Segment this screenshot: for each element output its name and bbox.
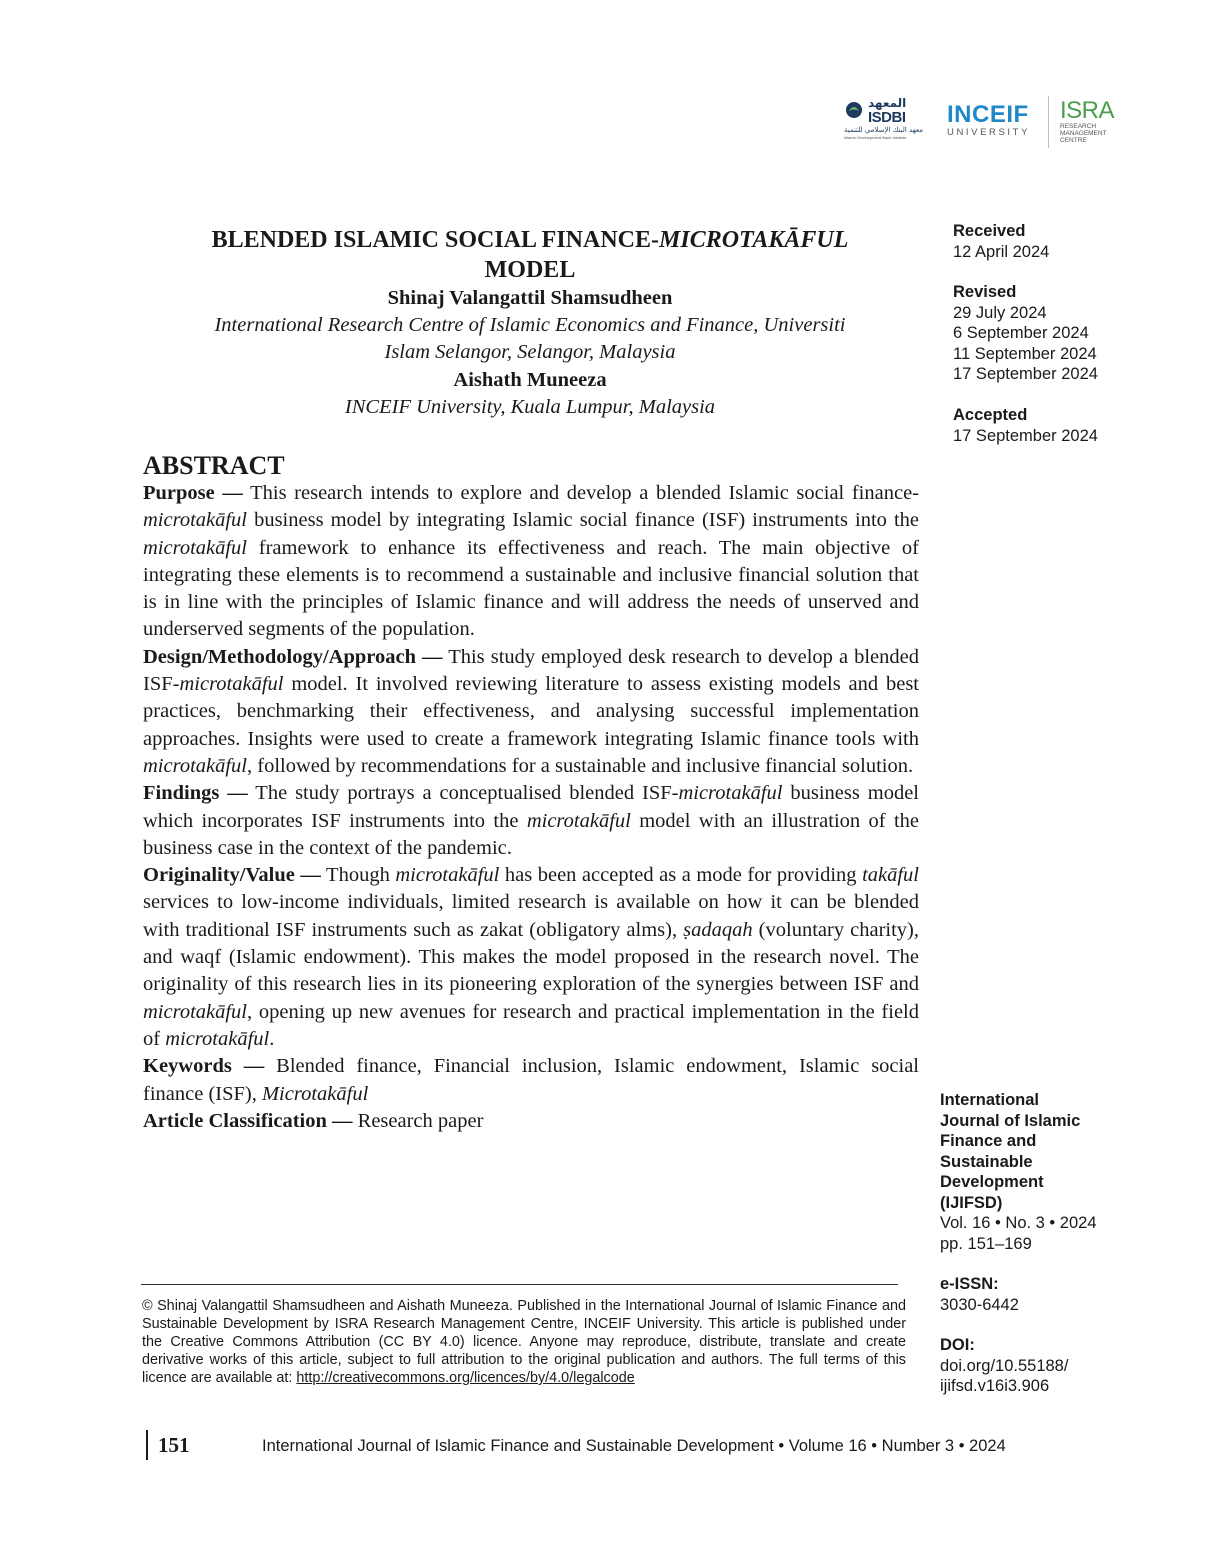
findings-label: Findings — bbox=[143, 782, 248, 805]
page-number-bar bbox=[146, 1430, 148, 1460]
classification-label: Article Classification — bbox=[143, 1109, 353, 1132]
isra-subtitle-3: CENTRE bbox=[1060, 137, 1087, 144]
purpose-paragraph bbox=[143, 480, 919, 644]
text-run: , followed by recommendations for a sustainable and inclusive financial solution. bbox=[247, 754, 914, 777]
text-run: Though bbox=[326, 864, 396, 887]
italic-term: microtakāful bbox=[165, 1027, 270, 1050]
revised-date: 29 July 2024 bbox=[953, 303, 1047, 322]
accepted-date: 17 September 2024 bbox=[953, 426, 1098, 445]
received-block bbox=[953, 221, 1153, 262]
inceif-logo bbox=[947, 103, 1030, 139]
design-paragraph bbox=[143, 644, 919, 780]
isdbi-arabic-name: المعهد bbox=[868, 96, 907, 110]
isra-logo bbox=[1060, 99, 1114, 144]
doi-value[interactable]: ijifsd.v16i3.906 bbox=[940, 1377, 1050, 1395]
isdbi-logo bbox=[838, 96, 924, 144]
author-affiliation: INCEIF University, Kuala Lumpur, Malaysia bbox=[344, 396, 716, 418]
footnote-rule bbox=[141, 1284, 898, 1285]
text-run: business model which incorporates ISF instruments into the bbox=[143, 782, 919, 832]
abstract-heading: ABSTRACT bbox=[143, 451, 285, 480]
doi-label: DOI: bbox=[940, 1336, 975, 1354]
revised-date: 11 September 2024 bbox=[953, 344, 1097, 363]
italic-term: microtakāful bbox=[143, 754, 248, 777]
classification-paragraph bbox=[143, 1108, 919, 1135]
doi-block bbox=[940, 1335, 1140, 1397]
running-footer: International Journal of Islamic Finance and Sustainable Development • Volume 16 • Number 3 • 2024 bbox=[262, 1437, 1006, 1455]
title-suffix: MODEL bbox=[484, 257, 576, 283]
findings-paragraph bbox=[143, 780, 919, 862]
italic-term: ṣadaqah bbox=[683, 918, 753, 941]
footnote-text: © Shinaj Valangattil Shamsudheen and Aishath Muneeza. Published in the International Journal of Islamic Finance and Sustainable Development by ISRA Research Management Centre, INCEIF University. This article is published under the Creative Commons Attribution (CC BY 4.0) licence. Anyone may reproduce, distribute, translate and create derivative works of this article, subject to full attribution to the original publication and authors. The full terms of this licence are available at: bbox=[142, 1298, 906, 1386]
isdbi-english-subtitle: Islamic Development Bank Institute bbox=[844, 135, 907, 140]
eissn-block bbox=[940, 1274, 1140, 1315]
isdbi-arabic-subtitle: معهد البنك الإسلامي للتنمية bbox=[844, 126, 924, 134]
italic-term: microtakāful bbox=[678, 782, 783, 805]
text-run: This study employed desk research to develop a blended ISF- bbox=[143, 645, 919, 696]
text-run: (voluntary charity), and waqf (Islamic endowment). This makes the model proposed in the research novel. The originality of this research lies in its pioneering exploration of the synergies between ISF and bbox=[143, 918, 919, 996]
text-run: The study portrays a conceptualised blended ISF- bbox=[255, 782, 679, 805]
italic-term: microtakāful bbox=[395, 864, 500, 887]
originality-label: Originality/Value — bbox=[143, 864, 321, 887]
logo-divider bbox=[1048, 96, 1049, 148]
purpose-label: Purpose — bbox=[143, 482, 243, 504]
italic-term: microtakāful bbox=[143, 536, 248, 559]
journal-name-line: International bbox=[940, 1091, 1040, 1109]
isra-subtitle-1: RESEARCH bbox=[1060, 123, 1097, 130]
design-label: Design/Methodology/Approach — bbox=[143, 645, 443, 668]
received-label: Received bbox=[953, 222, 1026, 240]
text-run: services to low-income individuals, limited research is available on how it can be blended with traditional ISF instruments such as zakat (obligatory alms), bbox=[143, 891, 919, 941]
journal-name-line: Sustainable bbox=[940, 1152, 1033, 1171]
copyright-footnote bbox=[142, 1297, 906, 1387]
inceif-subtitle: UNIVERSITY bbox=[947, 127, 1031, 138]
text-run: . bbox=[269, 1027, 275, 1050]
italic-term: Microtakāful bbox=[261, 1082, 369, 1105]
isdbi-emblem-icon bbox=[844, 100, 864, 120]
isra-subtitle-2: MANAGEMENT bbox=[1060, 130, 1107, 137]
page-number: 151 bbox=[158, 1433, 190, 1457]
accepted-label: Accepted bbox=[953, 406, 1028, 424]
title-prefix: BLENDED ISLAMIC SOCIAL FINANCE- bbox=[211, 227, 660, 253]
keywords-label: Keywords — bbox=[143, 1055, 265, 1078]
text-run: Blended finance, Financial inclusion, Islamic endowment, Islamic social finance (ISF), bbox=[143, 1055, 920, 1105]
journal-info bbox=[940, 1090, 1140, 1254]
accepted-block bbox=[953, 405, 1153, 446]
author-affiliation: Islam Selangor, Selangor, Malaysia bbox=[384, 341, 676, 363]
revised-date: 17 September 2024 bbox=[953, 365, 1098, 383]
italic-term: microtakāful bbox=[179, 673, 284, 696]
journal-volume: Vol. 16 • No. 3 • 2024 bbox=[940, 1214, 1097, 1232]
originality-paragraph bbox=[143, 862, 919, 1053]
doi-value[interactable]: doi.org/10.55188/ bbox=[940, 1356, 1069, 1375]
text-run: model with an illustration of the business case in the context of the pandemic. bbox=[143, 809, 919, 859]
text-run: framework to enhance its effectiveness and reach. The main objective of integrating these elements is to recommend a sustainable and inclusive financial solution that is in line with the principles of Islamic finance and will address the needs of unserved and underserved segments of the population. bbox=[143, 536, 919, 641]
classification-value: Research paper bbox=[357, 1109, 484, 1132]
revised-date: 6 September 2024 bbox=[953, 324, 1089, 342]
revised-label: Revised bbox=[953, 283, 1017, 301]
abstract-body bbox=[143, 480, 919, 1135]
author-name: Shinaj Valangattil Shamsudheen bbox=[387, 287, 673, 309]
author-name: Aishath Muneeza bbox=[453, 369, 607, 391]
eissn-value: 3030-6442 bbox=[940, 1295, 1019, 1314]
text-run: , opening up new avenues for research and practical implementation in the field of bbox=[143, 1000, 919, 1050]
italic-term: microtakāful bbox=[143, 509, 248, 532]
received-date: 12 April 2024 bbox=[953, 242, 1050, 261]
journal-name-line: (IJIFSD) bbox=[940, 1193, 1003, 1212]
journal-name-line: Development bbox=[940, 1173, 1044, 1191]
text-run: business model by integrating Islamic social finance (ISF) instruments into the bbox=[247, 509, 919, 532]
journal-pages: pp. 151–169 bbox=[940, 1234, 1032, 1253]
text-run: model. It involved reviewing literature to assess existing models and best practices, benchmarking their effectiveness, and analysing successful implementation approaches. Insights were used to create a framework integrating Islamic finance tools with bbox=[143, 673, 919, 750]
isdbi-name: ISDBI bbox=[868, 109, 906, 126]
eissn-label: e-ISSN: bbox=[940, 1275, 999, 1293]
italic-term: microtakāful bbox=[143, 1000, 248, 1023]
article-title bbox=[145, 225, 915, 285]
text-run: has been accepted as a mode for providing bbox=[499, 864, 863, 887]
licence-link[interactable]: http://creativecommons.org/licences/by/4.0/legalcode bbox=[296, 1370, 635, 1386]
italic-term: microtakāful bbox=[526, 809, 631, 832]
text-run: This research intends to explore and develop a blended Islamic social finance- bbox=[250, 482, 919, 504]
italic-term: takāful bbox=[862, 864, 919, 887]
journal-name-line: Journal of Islamic bbox=[940, 1111, 1081, 1130]
revised-block bbox=[953, 282, 1153, 385]
journal-name-line: Finance and bbox=[940, 1132, 1037, 1150]
author-affiliation: International Research Centre of Islamic Economics and Finance, Universiti bbox=[214, 314, 846, 336]
inceif-name: INCEIF bbox=[947, 101, 1029, 128]
title-italic: MICROTAKĀFUL bbox=[659, 227, 849, 253]
isra-name: ISRA bbox=[1060, 97, 1115, 124]
keywords-paragraph bbox=[143, 1053, 919, 1108]
